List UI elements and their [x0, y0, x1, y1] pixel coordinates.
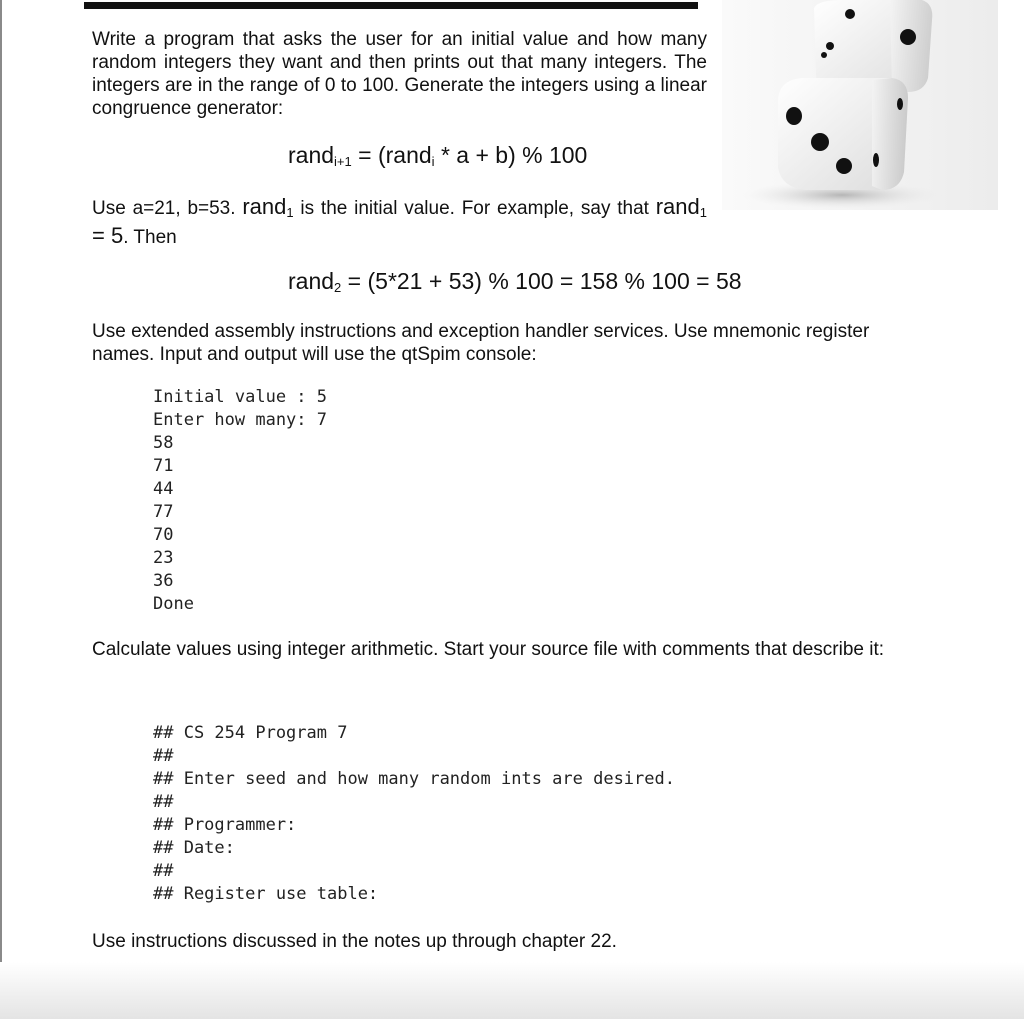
- example-subscript: 2: [334, 280, 342, 295]
- console-line: Enter how many: 7: [153, 410, 327, 430]
- console-line: 36: [153, 571, 174, 591]
- formula-rhs: * a + b) % 100: [434, 142, 588, 168]
- footer-note: Use instructions discussed in the notes up through chapter 22.: [92, 931, 617, 952]
- example-formula: [288, 267, 742, 302]
- comment-line: ## CS 254 Program 7: [153, 723, 348, 743]
- formula-lhs: rand: [288, 142, 335, 168]
- params-sub-2: 1: [699, 205, 708, 220]
- comment-line: ##: [153, 861, 174, 881]
- params-text-a: Use a=21, b=53.: [92, 198, 243, 219]
- params-text-b: is the initial value. For example, say that: [293, 198, 656, 219]
- arithmetic-note: Calculate values using integer arithmetic. Start your source file with comments that describe it:: [92, 639, 885, 660]
- formula-eq: = (rand: [351, 142, 432, 168]
- instructions-paragraph: Use extended assembly instructions and exception handler services. Use mnemonic register names. Input and output will use the qtSpim console:: [92, 321, 870, 365]
- comment-line: ## Programmer:: [153, 815, 297, 835]
- console-output: [153, 386, 327, 616]
- params-text-d: . Then: [123, 227, 177, 248]
- comment-line: ##: [153, 746, 174, 766]
- console-line: 77: [153, 502, 174, 522]
- console-line: 58: [153, 433, 174, 453]
- params-paragraph: [92, 195, 707, 249]
- console-line: Done: [153, 594, 194, 614]
- comment-line: ## Register use table:: [153, 884, 379, 904]
- lcg-formula: [288, 141, 587, 176]
- comment-line: ## Enter seed and how many random ints are desired.: [153, 769, 675, 789]
- comment-line: ##: [153, 792, 174, 812]
- console-line: Initial value : 5: [153, 387, 327, 407]
- example-lhs: rand: [288, 268, 335, 294]
- dice-illustration: [722, 0, 998, 210]
- page-bottom-shade: [0, 962, 1024, 1019]
- source-comments: [153, 722, 675, 906]
- formula-mid-subscript: i: [431, 154, 435, 169]
- top-rule: [84, 2, 698, 9]
- params-text-c: = 5: [92, 223, 124, 248]
- params-sub: 1: [286, 205, 294, 220]
- console-line: 23: [153, 548, 174, 568]
- console-line: 44: [153, 479, 174, 499]
- console-line: 71: [153, 456, 174, 476]
- page-left-border: [0, 0, 2, 1019]
- console-line: 70: [153, 525, 174, 545]
- example-rhs: = (5*21 + 53) % 100 = 158 % 100 = 58: [341, 268, 742, 294]
- params-rand-2: rand: [655, 194, 700, 219]
- dice-image: [722, 0, 998, 210]
- comment-line: ## Date:: [153, 838, 235, 858]
- formula-lhs-subscript: i+1: [334, 154, 352, 169]
- intro-paragraph: Write a program that asks the user for an initial value and how many random integers they want and then prints out that many integers. The integers are in the range of 0 to 100. Generate the integers using a linear congruence generator:: [92, 29, 707, 119]
- params-rand: rand: [242, 194, 287, 219]
